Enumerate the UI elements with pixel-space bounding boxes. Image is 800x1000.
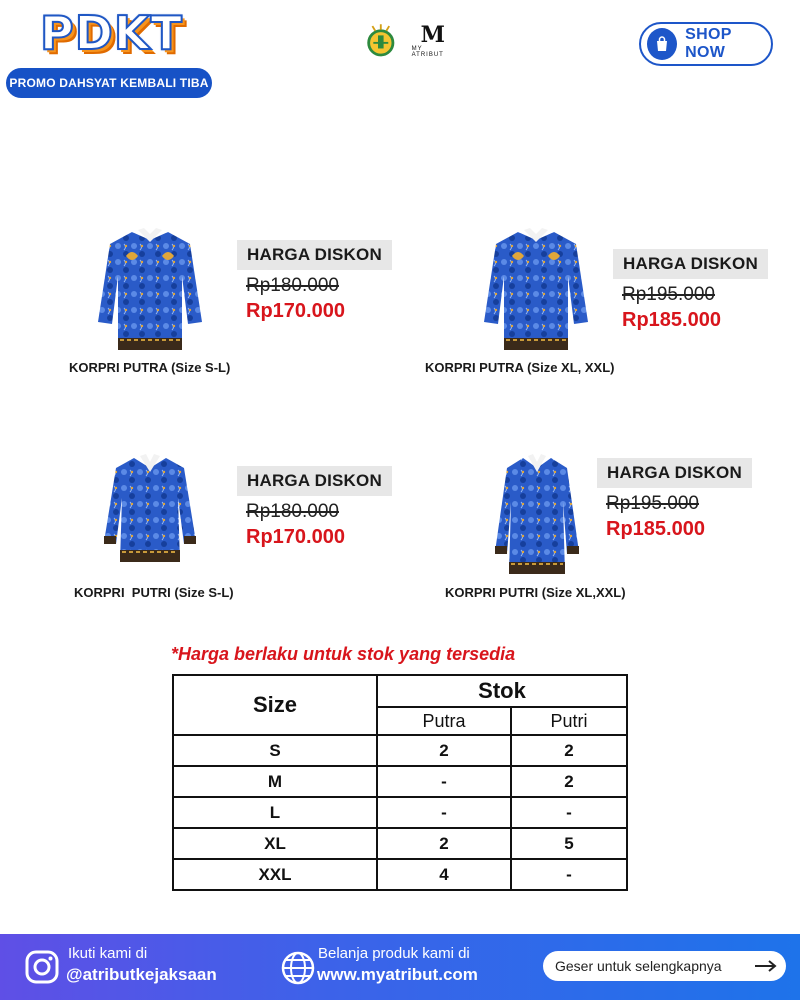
putri-cell: 2 xyxy=(511,735,627,766)
table-row xyxy=(173,859,627,890)
arrow-right-icon xyxy=(754,959,778,973)
product-image-putri-s-l[interactable] xyxy=(104,452,196,564)
website-url[interactable]: www.myatribut.com xyxy=(317,965,478,984)
stock-table xyxy=(172,674,628,891)
table-row xyxy=(173,766,627,797)
stock-header: Stok xyxy=(377,675,627,707)
instagram-handle[interactable]: @atributkejaksaan xyxy=(66,965,217,984)
product-name[interactable]: KORPRI PUTRA (Size XL, XXL) xyxy=(425,360,615,375)
size-cell: M xyxy=(173,766,377,797)
emblem-icon xyxy=(364,21,398,61)
size-cell: XXL xyxy=(173,859,377,890)
putri-cell: - xyxy=(511,797,627,828)
new-price: Rp170.000 xyxy=(246,526,345,548)
size-header: Size xyxy=(173,675,377,735)
discount-badge: HARGA DISKON xyxy=(237,466,392,496)
putra-cell: 4 xyxy=(377,859,511,890)
instagram-caption: Ikuti kami di xyxy=(68,945,148,962)
putra-cell: - xyxy=(377,797,511,828)
new-price: Rp185.000 xyxy=(606,518,705,540)
swipe-next-button[interactable] xyxy=(543,951,786,981)
myatribut-name: MY ATRIBUT xyxy=(411,46,444,58)
new-price: Rp170.000 xyxy=(246,300,345,322)
price-notice: *Harga berlaku untuk stok yang tersedia xyxy=(171,644,516,664)
swipe-next-label: Geser untuk selengkapnya xyxy=(555,958,722,974)
size-cell: L xyxy=(173,797,377,828)
instagram-icon[interactable] xyxy=(24,949,60,985)
brand-logo xyxy=(6,6,212,98)
table-row xyxy=(173,797,627,828)
size-cell: S xyxy=(173,735,377,766)
discount-badge: HARGA DISKON xyxy=(597,458,752,488)
product-image-putra-s-l[interactable] xyxy=(98,226,202,352)
product-name[interactable]: KORPRI PUTRI (Size XL,XXL) xyxy=(445,585,626,600)
old-price: Rp180.000 xyxy=(246,275,339,296)
new-price: Rp185.000 xyxy=(622,309,721,331)
table-row xyxy=(173,735,627,766)
putri-cell: - xyxy=(511,859,627,890)
putri-header: Putri xyxy=(511,707,627,735)
myatribut-mark: M xyxy=(420,22,445,48)
product-image-putra-xl-xxl[interactable] xyxy=(484,226,588,352)
shop-now-button[interactable] xyxy=(639,22,773,66)
old-price: Rp195.000 xyxy=(622,284,715,305)
size-cell: XL xyxy=(173,828,377,859)
product-image-putri-xl-xxl[interactable] xyxy=(495,452,579,576)
product-name[interactable]: KORPRI PUTRA (Size S-L) xyxy=(69,360,231,375)
discount-badge: HARGA DISKON xyxy=(613,249,768,279)
table-row xyxy=(173,828,627,859)
globe-icon[interactable] xyxy=(280,950,316,986)
old-price: Rp195.000 xyxy=(606,493,699,514)
putra-cell: - xyxy=(377,766,511,797)
putra-header: Putra xyxy=(377,707,511,735)
shop-now-label: SHOP NOW xyxy=(685,26,732,61)
shopping-bag-icon xyxy=(647,28,677,60)
myatribut-logo xyxy=(412,24,454,58)
putra-cell: 2 xyxy=(377,828,511,859)
putra-cell: 2 xyxy=(377,735,511,766)
brand-title: PDKT xyxy=(40,6,183,60)
partner-logos xyxy=(364,20,454,62)
putri-cell: 2 xyxy=(511,766,627,797)
product-name[interactable]: KORPRI PUTRI (Size S-L) xyxy=(74,585,234,600)
old-price: Rp180.000 xyxy=(246,501,339,522)
putri-cell: 5 xyxy=(511,828,627,859)
footer-bar xyxy=(0,934,800,1000)
promo-banner: PROMO DAHSYAT KEMBALI TIBA xyxy=(6,68,212,98)
website-caption: Belanja produk kami di xyxy=(318,945,470,962)
discount-badge: HARGA DISKON xyxy=(237,240,392,270)
